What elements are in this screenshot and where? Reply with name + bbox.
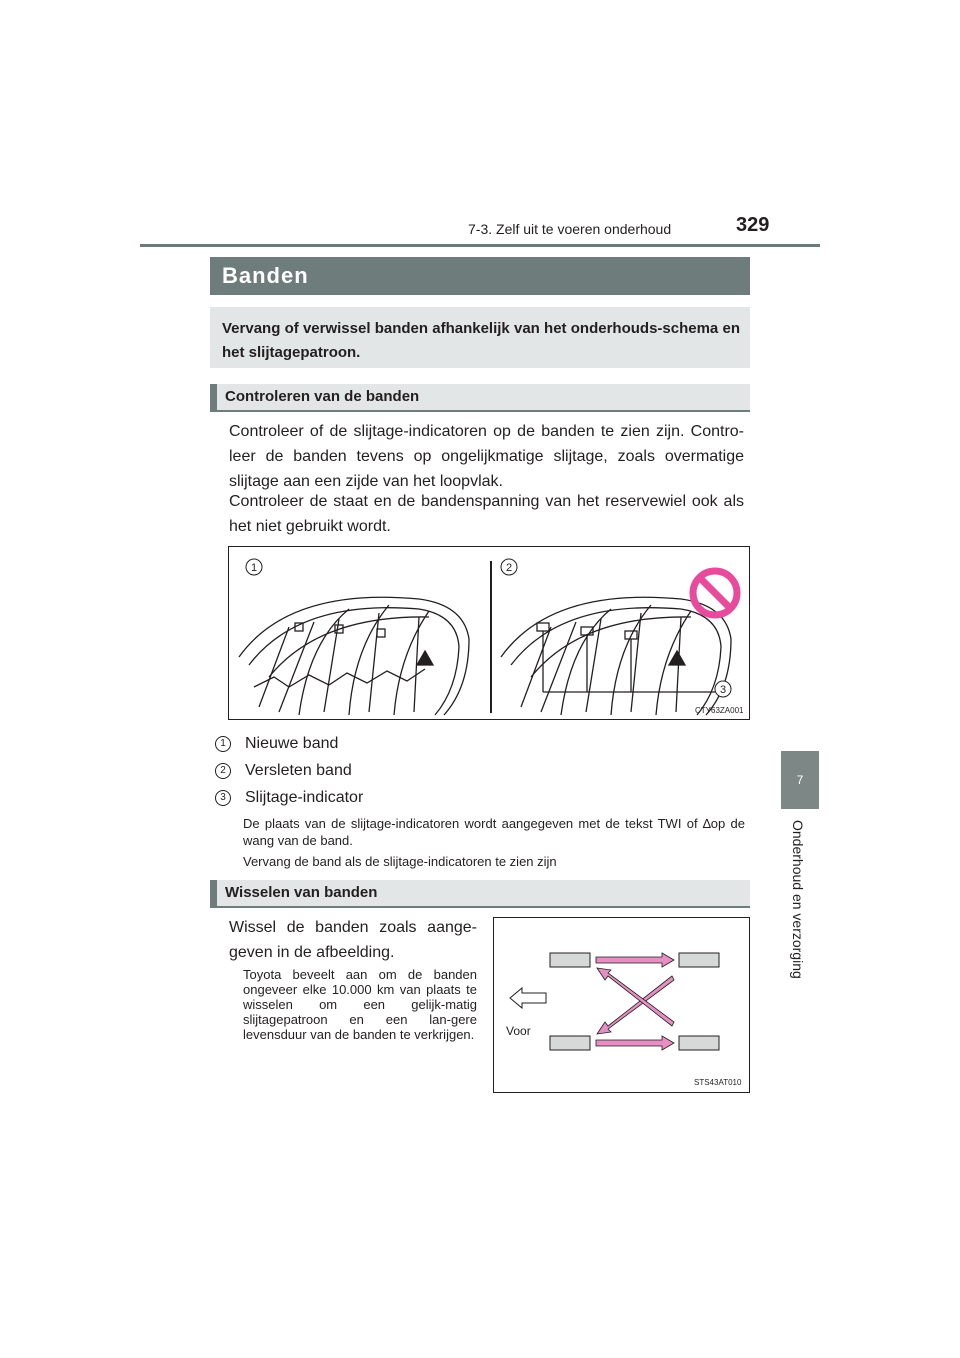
rotate-note: Toyota beveelt aan om de banden ongeveer elke 10.000 km van plaats te wisselen om een gelijk-matig slijtagepatroon en een lan-gere levensduur van de banden te verkrijgen. xyxy=(243,967,477,1042)
legend-item-2 xyxy=(215,760,352,782)
note-replace: Vervang de band als de slijtage-indicatoren te zien zijn xyxy=(243,854,557,869)
intro-box: Vervang of verwissel banden afhankelijk van het onderhouds-schema en het slijtagepatroon. xyxy=(210,307,750,368)
tire-front-right xyxy=(679,953,719,967)
chapter-label-wrap xyxy=(782,820,812,1000)
figure-code-rotation: STS43AT010 xyxy=(694,1078,742,1087)
legend-num: 3 xyxy=(215,790,231,806)
note-twi: De plaats van de slijtage-indicatoren wordt aangegeven met de tekst TWI of ∆op de wang van de band. xyxy=(243,816,745,848)
tire-front-left xyxy=(550,953,590,967)
new-tire-drawing xyxy=(239,597,469,715)
chapter-label: Onderhoud en verzorging xyxy=(790,820,806,979)
page-number: 329 xyxy=(736,214,770,236)
legend-item-3 xyxy=(215,787,363,809)
section-heading-check: Controleren van de banden xyxy=(210,384,750,412)
legend-label: Slijtage-indicator xyxy=(245,789,364,806)
callout-3: 3 xyxy=(719,684,727,696)
legend-item-1 xyxy=(215,733,338,755)
section-heading-rotate: Wisselen van banden xyxy=(210,880,750,908)
tire-wear-figure xyxy=(228,546,750,720)
rotate-paragraph: Wissel de banden zoals aange-geven in de afbeelding. xyxy=(229,919,477,961)
tire-rotation-diagram xyxy=(494,918,751,1094)
tire-rotation-figure xyxy=(493,917,750,1093)
worn-tire-drawing xyxy=(501,597,731,715)
figure-callouts xyxy=(246,559,731,697)
tire-rear-right xyxy=(679,1036,719,1050)
tire-wear-illustration xyxy=(229,547,751,721)
callout-1: 1 xyxy=(250,562,258,574)
legend-num: 2 xyxy=(215,763,231,779)
prohibited-icon xyxy=(693,571,737,615)
legend-label: Versleten band xyxy=(245,762,352,779)
callout-2: 2 xyxy=(505,562,513,574)
page-title: Banden xyxy=(210,257,750,295)
check-paragraph-2: Controleer de staat en de bandenspanning van het reservewiel ook als het niet gebruikt wordt. xyxy=(229,493,744,535)
tire-rear-left xyxy=(550,1036,590,1050)
rotation-arrows xyxy=(596,953,674,1050)
legend-num: 1 xyxy=(215,736,231,752)
header-rule xyxy=(140,244,820,247)
figure-code: CTY63ZA001 xyxy=(695,706,744,715)
legend-label: Nieuwe band xyxy=(245,735,339,752)
front-arrow-icon xyxy=(510,988,546,1008)
section-breadcrumb: 7-3. Zelf uit te voeren onderhoud xyxy=(468,221,672,237)
check-paragraph-1: Controleer of de slijtage-indicatoren op de banden te zien zijn. Contro-leer de banden tevens op ongelijkmatige slijtage, zoals overmatige slijtage aan een zijde van het loopvlak. xyxy=(229,423,744,490)
chapter-tab[interactable]: 7 xyxy=(781,751,819,809)
front-label: Voor xyxy=(506,1024,531,1038)
